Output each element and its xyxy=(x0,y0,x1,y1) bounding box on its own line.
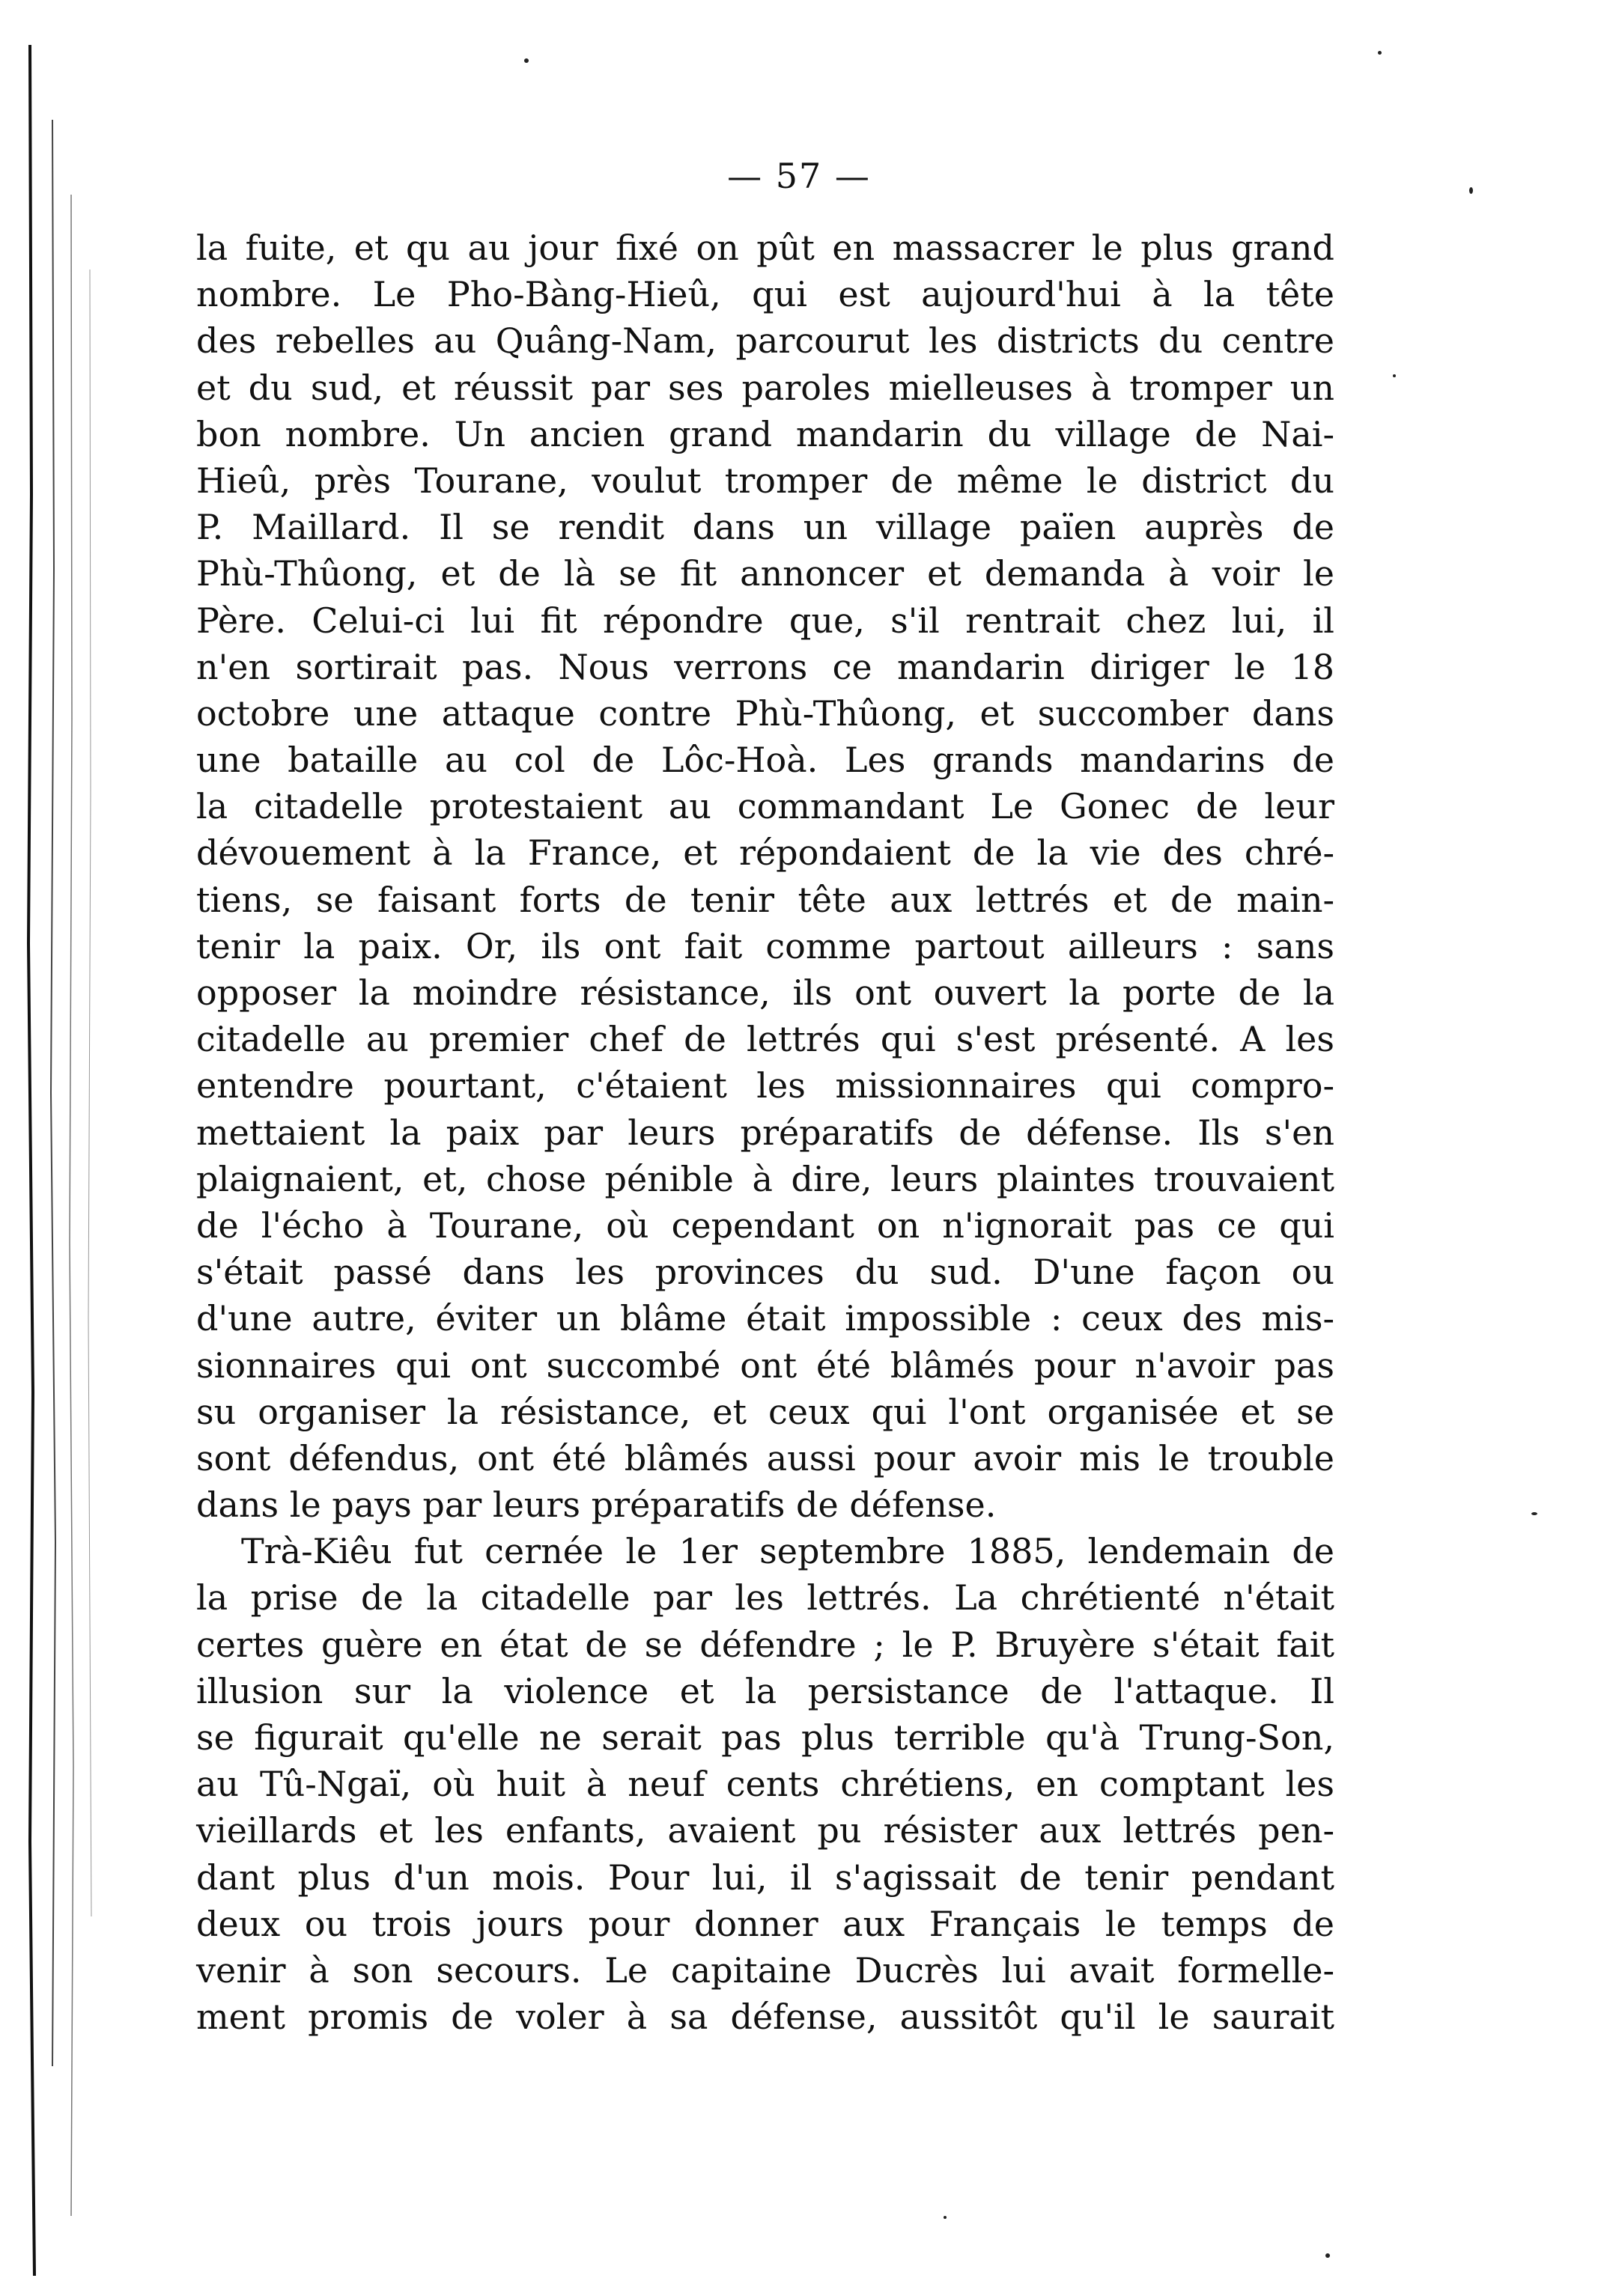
body-text xyxy=(196,225,1334,2040)
text-line: sionnaires qui ont succombé ont été blâmés pour n'avoir pas xyxy=(196,1345,1334,1386)
print-speck xyxy=(1469,187,1473,194)
text-line: certes guère en état de se défendre ; le P. Bruyère s'était fait xyxy=(196,1624,1334,1665)
text-line: tiens, se faisant forts de tenir tête aux lettrés et de main- xyxy=(196,879,1334,920)
text-line: Trà-Kiêu fut cernée le 1er septembre 1885, lendemain de xyxy=(241,1531,1334,1572)
text-line: plaignaient, et, chose pénible à dire, leurs plaintes trouvaient xyxy=(196,1158,1334,1199)
page-number: — 57 — xyxy=(727,156,871,196)
text-line: venir à son secours. Le capitaine Ducrès lui avait formelle- xyxy=(196,1949,1334,1991)
text-line: sont défendus, ont été blâmés aussi pour avoir mis le trouble xyxy=(196,1437,1334,1479)
text-line: d'une autre, éviter un blâme était impossible : ceux des mis- xyxy=(196,1298,1334,1339)
text-line: nombre. Le Pho-Bàng-Hieû, qui est aujourd'hui à la tête xyxy=(196,274,1334,315)
paragraph-1 xyxy=(196,225,1334,1528)
text-line: et du sud, et réussit par ses paroles mielleuses à tromper un xyxy=(196,367,1334,408)
print-speck xyxy=(944,2216,947,2219)
print-speck xyxy=(1378,51,1382,55)
print-speck xyxy=(1325,2253,1330,2258)
paragraph-2 xyxy=(196,1528,1334,2040)
text-line: dévouement à la France, et répondaient de la vie des chré- xyxy=(196,832,1334,874)
print-speck xyxy=(524,58,529,63)
text-line: la fuite, et qu au jour fixé on pût en massacrer le plus grand xyxy=(196,228,1334,268)
text-line: n'en sortirait pas. Nous verrons ce mandarin diriger le 18 xyxy=(196,646,1334,687)
text-line: dant plus d'un mois. Pour lui, il s'agissait de tenir pendant xyxy=(196,1857,1334,1898)
text-line: citadelle au premier chef de lettrés qui s'est présenté. A les xyxy=(196,1019,1334,1060)
text-line: de l'écho à Tourane, où cependant on n'ignorait pas ce qui xyxy=(196,1205,1334,1246)
text-line: opposer la moindre résistance, ils ont ouvert la porte de la xyxy=(196,972,1334,1013)
text-line: Père. Celui-ci lui fit répondre que, s'il rentrait chez lui, il xyxy=(196,600,1334,641)
text-line: octobre une attaque contre Phù-Thûong, et succomber dans xyxy=(196,692,1334,734)
text-line: la prise de la citadelle par les lettrés. La chrétienté n'était xyxy=(196,1577,1334,1619)
text-line: su organiser la résistance, et ceux qui l'ont organisée et se xyxy=(196,1391,1334,1432)
text-line: une bataille au col de Lôc-Hoà. Les grands mandarins de xyxy=(196,740,1334,781)
text-line: la citadelle protestaient au commandant Le Gonec de leur xyxy=(196,786,1334,827)
text-line: P. Maillard. Il se rendit dans un village païen auprès de xyxy=(196,507,1334,548)
text-line: s'était passé dans les provinces du sud. D'une façon ou xyxy=(196,1252,1334,1293)
text-line: des rebelles au Quâng-Nam, parcourut les districts du centre xyxy=(196,320,1334,362)
text-line: tenir la paix. Or, ils ont fait comme partout ailleurs : sans xyxy=(196,925,1334,966)
text-line: mettaient la paix par leurs préparatifs de défense. Ils s'en xyxy=(196,1112,1334,1153)
text-line: Phù-Thûong, et de là se fit annoncer et demanda à voir le xyxy=(196,553,1334,594)
text-line: au Tû-Ngaï, où huit à neuf cents chrétiens, en comptant les xyxy=(196,1764,1334,1805)
print-speck xyxy=(1393,374,1396,377)
text-line: Hieû, près Tourane, voulut tromper de même le district du xyxy=(196,460,1334,501)
text-line: dans le pays par leurs préparatifs de défense. xyxy=(196,1485,997,1526)
text-line: entendre pourtant, c'étaient les missionnaires qui compro- xyxy=(196,1065,1334,1106)
text-line: vieillards et les enfants, avaient pu résister aux lettrés pen- xyxy=(196,1810,1334,1851)
text-line: bon nombre. Un ancien grand mandarin du village de Nai- xyxy=(196,413,1334,454)
text-line: deux ou trois jours pour donner aux Français le temps de xyxy=(196,1903,1334,1944)
text-line: se figurait qu'elle ne serait pas plus terrible qu'à Trung-Son, xyxy=(196,1717,1334,1758)
print-speck xyxy=(1531,1512,1537,1515)
text-line: ment promis de voler à sa défense, aussitôt qu'il le saurait xyxy=(196,1997,1334,2038)
text-line: illusion sur la violence et la persistance de l'attaque. Il xyxy=(196,1670,1334,1711)
binding-edge-decoration xyxy=(0,45,142,2276)
